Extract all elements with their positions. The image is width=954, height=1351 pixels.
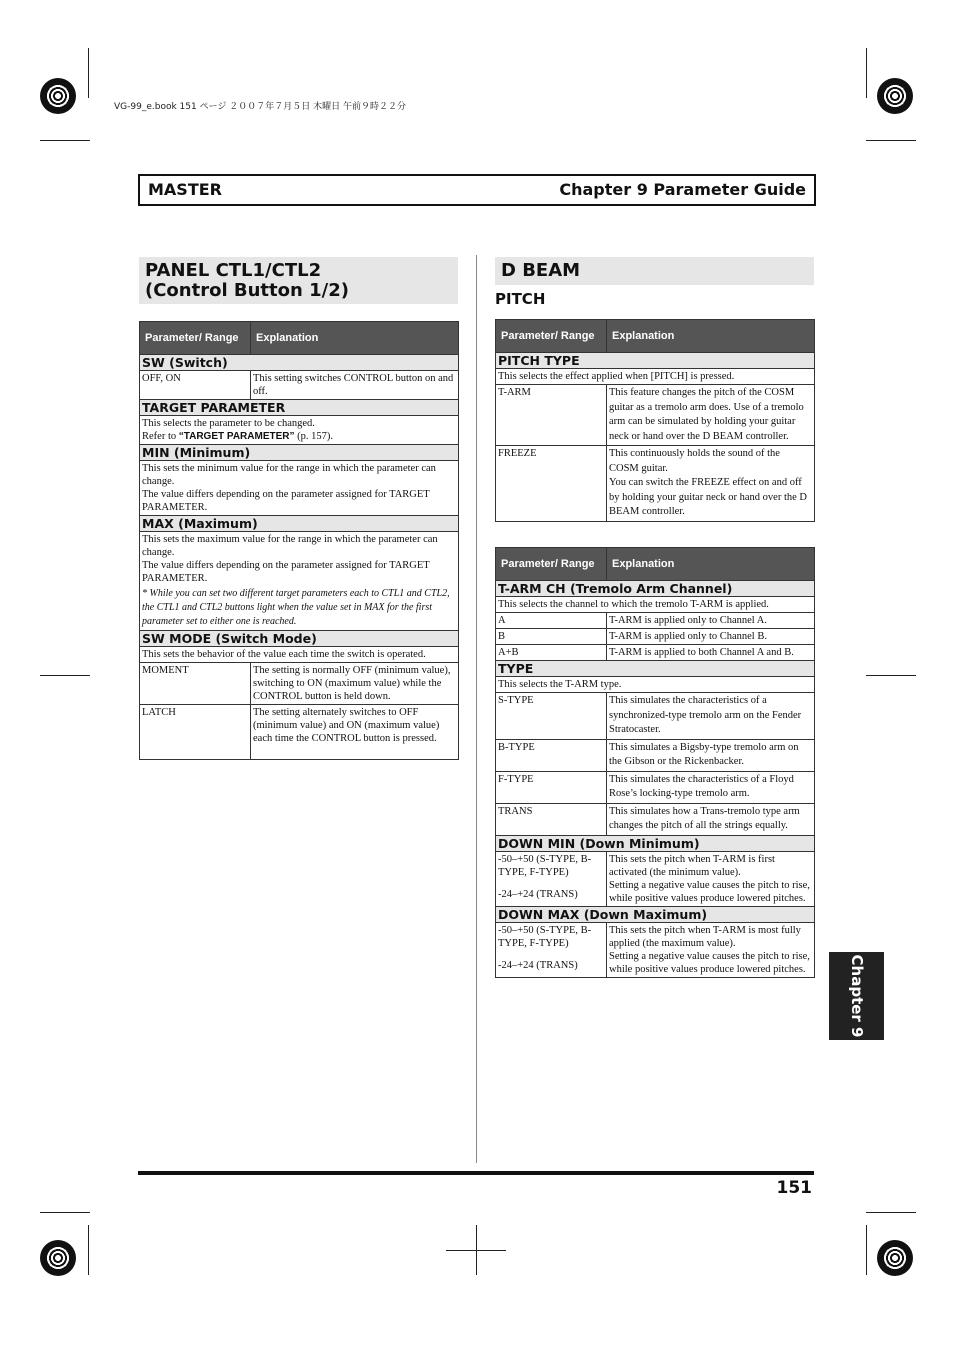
col-header-explanation: Explanation xyxy=(607,548,815,581)
ref-link: “TARGET PARAMETER” xyxy=(178,431,295,442)
group-heading: TYPE xyxy=(496,661,815,677)
param-range xyxy=(496,851,607,906)
chapter-tab-label: Chapter 9 xyxy=(847,954,866,1038)
ref-prefix: Refer to xyxy=(142,431,179,442)
group-description: This selects the effect applied when [PITCH] is pressed. xyxy=(496,369,815,385)
description-text: This sets the maximum value for the range in which the parameter can change. xyxy=(142,534,438,558)
header-chapter-title: Chapter 9 Parameter Guide xyxy=(559,180,806,199)
param-explanation: T-ARM is applied only to Channel A. xyxy=(607,613,815,629)
explanation-text: You can switch the FREEZE effect on and off by holding your guitar neck or hand over the D BEAM controller. xyxy=(609,477,807,517)
param-explanation: This simulates the characteristics of a synchronized-type tremolo arm on the Fender Stratocaster. xyxy=(607,693,815,740)
header-section-name: MASTER xyxy=(148,180,222,199)
param-range: TRANS xyxy=(496,803,607,835)
crop-mark xyxy=(866,675,916,676)
section-title-d-beam: D BEAM xyxy=(495,257,814,285)
crop-mark xyxy=(40,1212,90,1213)
param-explanation: This simulates the characteristics of a Floyd Rose’s locking-type tremolo arm. xyxy=(607,771,815,803)
explanation-text: This sets the pitch when T-ARM is most fully applied (the maximum value). xyxy=(609,924,801,949)
param-explanation: This feature changes the pitch of the COSM guitar as a tremolo arm does. Use of a tremolo arm can be simulated by holding your guitar neck or hand over the D BEAM controller. xyxy=(607,385,815,446)
param-range: MOMENT xyxy=(140,663,251,705)
param-range: LATCH xyxy=(140,705,251,760)
group-heading: PITCH TYPE xyxy=(496,353,815,369)
param-explanation: T-ARM is applied to both Channel A and B. xyxy=(607,645,815,661)
crop-mark xyxy=(88,48,89,98)
footer-rule xyxy=(138,1171,814,1175)
param-range: A+B xyxy=(496,645,607,661)
param-explanation: This simulates how a Trans-tremolo type arm changes the pitch of all the strings equally. xyxy=(607,803,815,835)
param-explanation xyxy=(607,851,815,906)
chapter-tab xyxy=(829,952,884,1040)
param-range: S-TYPE xyxy=(496,693,607,740)
cross-reference xyxy=(142,430,456,443)
group-description xyxy=(140,461,459,516)
registration-target-icon xyxy=(877,1240,913,1276)
file-info: VG-99_e.book 151 ページ ２００７年７月５日 木曜日 午前９時２２分 xyxy=(114,102,406,112)
param-range: B-TYPE xyxy=(496,739,607,771)
section-title-line1: PANEL CTL1/CTL2 xyxy=(145,260,322,281)
group-description: This sets the behavior of the value each time the switch is operated. xyxy=(140,647,459,663)
crop-mark xyxy=(88,1225,89,1275)
param-range: B xyxy=(496,629,607,645)
group-description: This selects the T-ARM type. xyxy=(496,677,815,693)
crop-mark xyxy=(40,140,90,141)
crop-mark xyxy=(866,1212,916,1213)
crop-mark xyxy=(446,1250,506,1251)
description-text: The value differs depending on the parameter assigned for TARGET PARAMETER. xyxy=(142,560,430,584)
crop-mark xyxy=(866,48,867,98)
group-heading: SW MODE (Switch Mode) xyxy=(140,631,459,647)
col-header-explanation: Explanation xyxy=(251,322,459,355)
description-text: This selects the parameter to be changed. xyxy=(142,418,315,429)
page-header xyxy=(138,174,816,206)
panel-ctl-table xyxy=(139,321,459,760)
param-range: T-ARM xyxy=(496,385,607,446)
param-range xyxy=(496,922,607,977)
param-explanation xyxy=(607,922,815,977)
group-heading: T-ARM CH (Tremolo Arm Channel) xyxy=(496,581,815,597)
group-heading: DOWN MAX (Down Maximum) xyxy=(496,906,815,922)
explanation-text: This sets the pitch when T-ARM is first activated (the minimum value). xyxy=(609,853,775,878)
range-text: -50–+50 (S-TYPE, B-TYPE, F-TYPE) xyxy=(498,924,592,949)
group-description xyxy=(140,416,459,445)
param-explanation: The setting alternately switches to OFF (minimum value) and ON (maximum value) each time the CONTROL button is pressed. xyxy=(251,705,459,760)
crop-mark xyxy=(866,140,916,141)
group-heading: MIN (Minimum) xyxy=(140,445,459,461)
col-header-param: Parameter/ Range xyxy=(496,548,607,581)
registration-target-icon xyxy=(877,78,913,114)
group-heading: DOWN MIN (Down Minimum) xyxy=(496,835,815,851)
param-range: F-TYPE xyxy=(496,771,607,803)
param-explanation: This simulates a Bigsby-type tremolo arm on the Gibson or the Rickenbacker. xyxy=(607,739,815,771)
description-text: The value differs depending on the parameter assigned for TARGET PARAMETER. xyxy=(142,489,430,513)
explanation-text: Setting a negative value causes the pitch to rise, while positive values produce lowered pitches. xyxy=(609,879,810,904)
param-range: A xyxy=(496,613,607,629)
param-range: FREEZE xyxy=(496,446,607,522)
group-heading: SW (Switch) xyxy=(140,355,459,371)
pitch-type-table xyxy=(495,319,815,522)
footnote: * While you can set two different target parameters each to CTL1 and CTL2, the CTL1 and CTL2 buttons light when the value set in MAX for the first parameter set to either one is reached. xyxy=(142,588,450,627)
registration-target-icon xyxy=(40,1240,76,1276)
param-explanation: This setting switches CONTROL button on and off. xyxy=(251,371,459,400)
tarm-table xyxy=(495,547,815,978)
group-description: This selects the channel to which the tremolo T-ARM is applied. xyxy=(496,597,815,613)
group-heading: TARGET PARAMETER xyxy=(140,400,459,416)
ref-suffix: (p. 157). xyxy=(294,431,333,442)
param-range: OFF, ON xyxy=(140,371,251,400)
group-description xyxy=(140,532,459,631)
col-header-param: Parameter/ Range xyxy=(496,320,607,353)
crop-mark xyxy=(866,1225,867,1275)
section-title-line2: (Control Button 1/2) xyxy=(145,280,349,301)
group-heading: MAX (Maximum) xyxy=(140,516,459,532)
column-divider xyxy=(476,255,477,1163)
crop-mark xyxy=(40,675,90,676)
range-text: -24–+24 (TRANS) xyxy=(498,888,578,900)
param-explanation xyxy=(607,446,815,522)
explanation-text: This continuously holds the sound of the COSM guitar. xyxy=(609,448,780,474)
range-text: -50–+50 (S-TYPE, B-TYPE, F-TYPE) xyxy=(498,853,592,878)
description-text: This sets the minimum value for the range in which the parameter can change. xyxy=(142,463,436,487)
registration-target-icon xyxy=(40,78,76,114)
range-text: -24–+24 (TRANS) xyxy=(498,959,578,971)
param-explanation: T-ARM is applied only to Channel B. xyxy=(607,629,815,645)
param-explanation: The setting is normally OFF (minimum value), switching to ON (maximum value) while the CONTROL button is held down. xyxy=(251,663,459,705)
col-header-param: Parameter/ Range xyxy=(140,322,251,355)
subsection-title-pitch: PITCH xyxy=(495,290,546,308)
explanation-text: Setting a negative value causes the pitch to rise, while positive values produce lowered pitches. xyxy=(609,950,810,975)
page-number: 151 xyxy=(776,1178,812,1198)
section-title-panel-ctl xyxy=(139,257,458,304)
col-header-explanation: Explanation xyxy=(607,320,815,353)
